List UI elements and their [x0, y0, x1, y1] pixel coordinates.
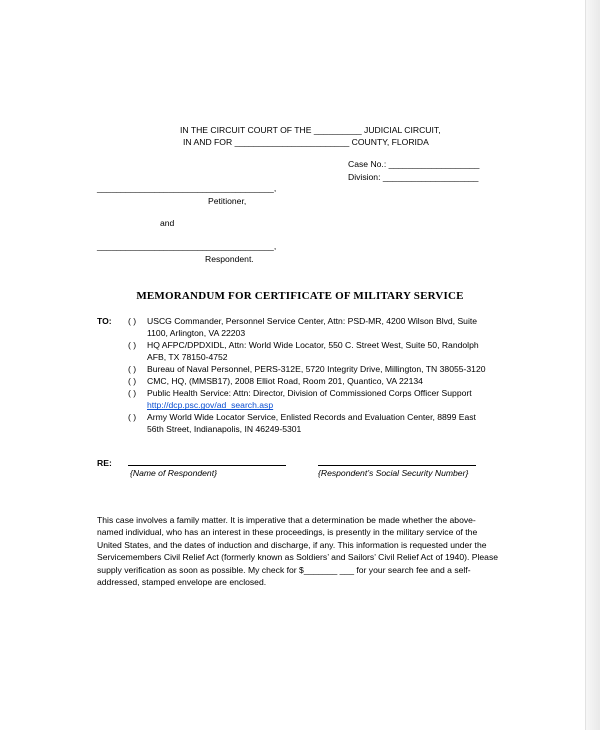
- recipient-item: Bureau of Naval Personnel, PERS-312E, 5720 Integrity Drive, Millington, TN 38055-3120: [147, 364, 486, 374]
- respondent-name-input-line[interactable]: [128, 465, 286, 466]
- petitioner-name-line[interactable]: _____________________________________,: [97, 183, 277, 193]
- recipient-checkbox[interactable]: ( ): [128, 316, 137, 326]
- page-edge-shadow: [585, 0, 600, 730]
- request-paragraph: This case involves a family matter. It is imperative that a determination be made whether the above- named individual, who has an interest in these proceedings, is presently in the military service of the United States, and the dates of induction and discharge, if any. This information is requested under the Servicemembers Civil Relief Act (formerly known as Soldiers’ and Sailors’ Civil Relief Act of 1940). Please supply verification as soon as possible. My check for $_______ ___ for your search fee and a self- addressed, stamped envelope are enclosed.: [97, 515, 499, 588]
- recipient-item: Public Health Service: Attn: Director, Division of Commissioned Corps Officer Support http://dcp.psc.gov/ad_search.asp: [147, 388, 472, 411]
- court-line-2: IN AND FOR ________________________ COUNTY, FLORIDA: [183, 137, 429, 147]
- recipient-checkbox[interactable]: ( ): [128, 412, 137, 422]
- recipient-item: USCG Commander, Personnel Service Center, Attn: PSD-MR, 4200 Wilson Blvd, Suite 1100, Arlington, VA 22203: [147, 316, 478, 339]
- petitioner-label: Petitioner,: [208, 196, 247, 206]
- re-label: RE:: [97, 458, 112, 468]
- respondent-ssn-caption: {Respondent’s Social Security Number}: [318, 468, 469, 478]
- respondent-ssn-input-line[interactable]: [318, 465, 476, 466]
- recipient-item: CMC, HQ, (MMSB17), 2008 Elliot Road, Room 201, Quantico, VA 22134: [147, 376, 423, 386]
- to-label: TO:: [97, 316, 112, 326]
- recipient-item: HQ AFPC/DPDXIDL, Attn: World Wide Locator, 550 C. Street West, Suite 50, Randolph AFB, TX 78150-4752: [147, 340, 479, 363]
- recipient-item: Army World Wide Locator Service, Enlisted Records and Evaluation Center, 8899 East 56th Street, Indianapolis, IN 46249-5301: [147, 412, 476, 435]
- recipient-checkbox[interactable]: ( ): [128, 340, 137, 350]
- recipient-checkbox[interactable]: ( ): [128, 364, 137, 374]
- court-line-1: IN THE CIRCUIT COURT OF THE __________ JUDICIAL CIRCUIT,: [180, 125, 441, 135]
- and-label: and: [160, 218, 175, 228]
- recipient-checkbox[interactable]: ( ): [128, 388, 137, 398]
- division-field[interactable]: Division: ____________________: [348, 172, 479, 182]
- respondent-label: Respondent.: [205, 254, 254, 264]
- public-health-search-link[interactable]: http://dcp.psc.gov/ad_search.asp: [147, 400, 274, 411]
- recipient-checkbox[interactable]: ( ): [128, 376, 137, 386]
- memorandum-title: MEMORANDUM FOR CERTIFICATE OF MILITARY SERVICE: [136, 290, 464, 302]
- case-no-field[interactable]: Case No.: ___________________: [348, 159, 480, 169]
- respondent-name-line[interactable]: _____________________________________,: [97, 241, 277, 251]
- name-of-respondent-caption: {Name of Respondent}: [130, 468, 217, 478]
